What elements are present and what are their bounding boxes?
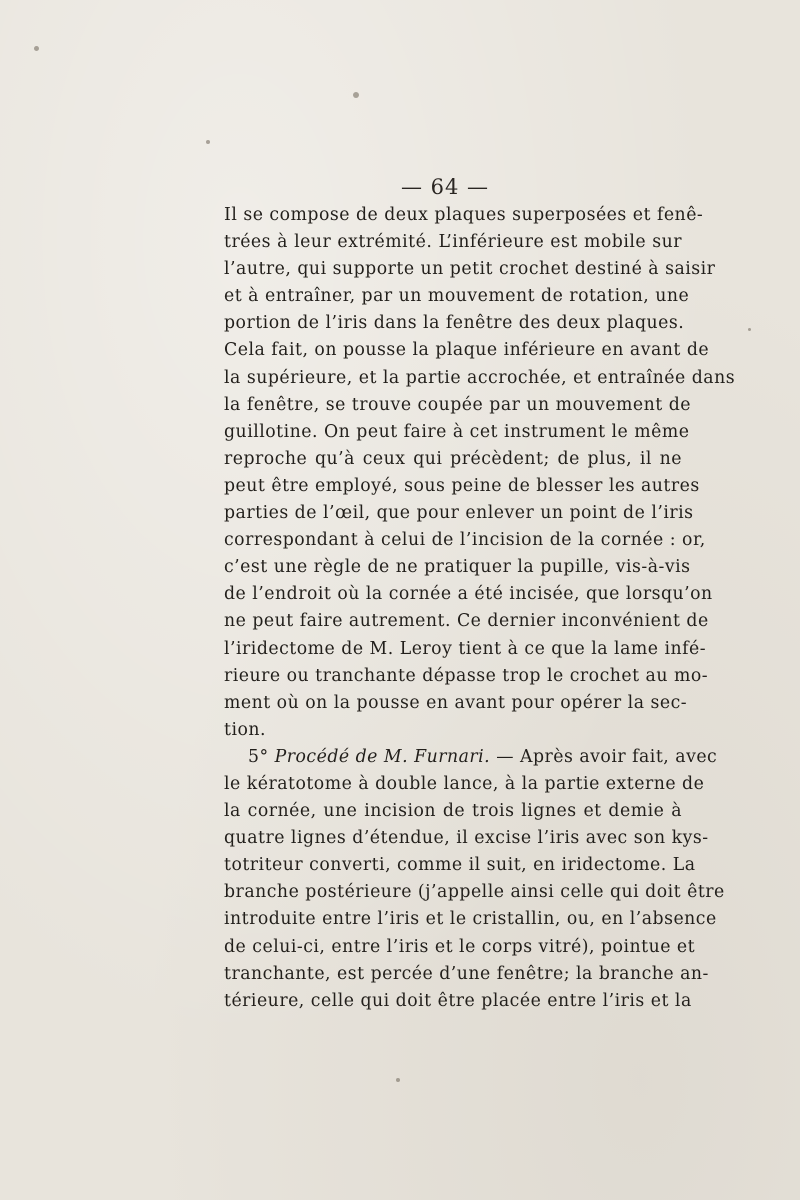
text-line: Il se compose de deux plaques superposées et fenê- [224, 205, 704, 225]
text-line: reproche qu’à ceux qui précèdent; de plus, il ne [224, 448, 682, 469]
page-number: — 64 — [400, 175, 490, 199]
section-heading: Procédé de M. Furnari. [274, 746, 491, 767]
paper-spot [34, 46, 39, 51]
section-first-line: — Après avoir fait, avec [496, 746, 718, 767]
paper-spot [748, 328, 751, 331]
text-line: la fenêtre, se trouve coupée par un mouvement de [224, 394, 692, 415]
text-line: parties de l’œil, que pour enlever un point de l’iris [224, 503, 694, 524]
text-line: correspondant à celui de l’incision de la cornée : or, [224, 530, 706, 551]
text-line: branche postérieure (j’appelle ainsi celle qui doit être [224, 882, 725, 903]
text-line: quatre lignes d’étendue, il excise l’iris avec son kys- [224, 828, 709, 849]
text-line: guillotine. On peut faire à cet instrument le même [224, 421, 690, 442]
section-number: 5° [248, 746, 269, 767]
section-heading-line [224, 744, 718, 771]
text-line: ne peut faire autrement. Ce dernier inconvénient de [224, 611, 709, 632]
text-line: térieure, celle qui doit être placée entre l’iris et la [224, 990, 692, 1011]
text-line: le kératotome à double lance, à la partie externe de [224, 773, 705, 794]
text-line: de celui-ci, entre l’iris et le corps vitré), pointue et [224, 936, 696, 957]
paper-spot [353, 92, 359, 98]
text-line: de l’endroit où la cornée a été incisée, que lorsqu’on [224, 584, 713, 605]
text-line: l’iridectome de M. Leroy tient à ce que la lame infé- [224, 638, 707, 659]
text-line: peut être employé, sous peine de blesser les autres [224, 475, 700, 496]
text-line: l’autre, qui supporte un petit crochet destiné à saisir [224, 259, 716, 280]
text-line: rieure ou tranchante dépasse trop le crochet au mo- [224, 665, 709, 686]
text-line: totriteur converti, comme il suit, en iridectome. La [224, 855, 696, 876]
text-line: ment où on la pousse en avant pour opérer la sec- [224, 692, 688, 713]
paper-spot [206, 140, 210, 144]
text-line: introduite entre l’iris et le cristallin, ou, en l’absence [224, 909, 717, 930]
text-line: portion de l’iris dans la fenêtre des deux plaques. [224, 313, 685, 334]
text-line: et à entraîner, par un mouvement de rotation, une [224, 286, 690, 307]
text-line: la cornée, une incision de trois lignes et demie à [224, 801, 682, 822]
text-line: tion. [224, 719, 266, 740]
text-line: c’est une règle de ne pratiquer la pupille, vis-à-vis [224, 557, 691, 578]
text-line: la supérieure, et la partie accrochée, et entraînée dans [224, 367, 736, 388]
paper-spot [396, 1078, 400, 1082]
text-line: trées à leur extrémité. L’inférieure est mobile sur [224, 232, 682, 253]
text-line: tranchante, est percée d’une fenêtre; la branche an- [224, 963, 709, 984]
text-line: Cela fait, on pousse la plaque inférieure en avant de [224, 340, 710, 361]
body-text [224, 202, 736, 1015]
